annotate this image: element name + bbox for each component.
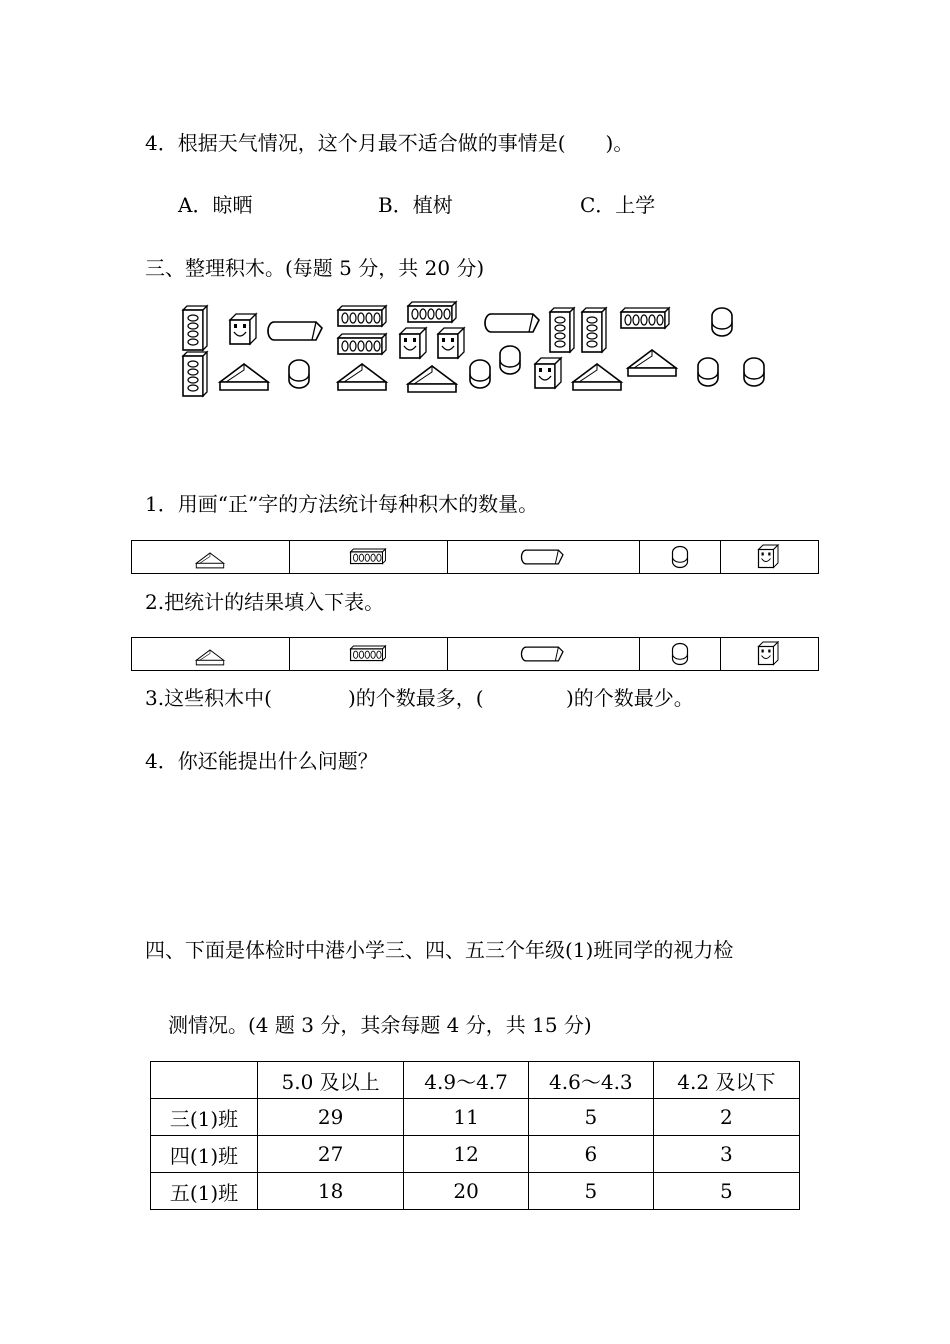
section-4-title-line2: 测情况。(4 题 3 分，其余每题 4 分，共 15 分) (168, 1013, 592, 1037)
half-cylinder-icon (268, 322, 322, 340)
long-brick-icon (350, 646, 386, 662)
triangle-prism-icon (408, 366, 456, 392)
cylinder-icon (470, 360, 490, 388)
cylinder-icon (744, 358, 764, 386)
cylinder-icon (500, 346, 520, 374)
section-3-q1: 1．用画“正”字的方法统计每种积木的数量。 (145, 492, 539, 516)
table-cell: 11 (404, 1099, 529, 1136)
header-cell: 4.6～4.3 (528, 1062, 653, 1099)
tally-table (131, 540, 819, 574)
long-brick-icon (621, 308, 669, 328)
half-cylinder-icon (485, 314, 539, 332)
long-brick-icon (338, 334, 386, 354)
tally-cell-cylinder[interactable] (639, 541, 720, 574)
cylinder-icon (671, 545, 689, 569)
cylinder-icon (712, 308, 732, 336)
table-cell: 5 (528, 1099, 653, 1136)
question-4-text: 4．根据天气情况，这个月最不适合做的事情是( )。 (145, 131, 634, 155)
smiley-cube-icon (535, 358, 561, 388)
section-3-title: 三、整理积木。(每题 5 分，共 20 分) (145, 256, 485, 280)
option-b: B．植树 (378, 193, 453, 217)
table-header-row (151, 1062, 800, 1099)
header-cell: 4.9～4.7 (404, 1062, 529, 1099)
tally-cell-smiley-cube[interactable] (720, 541, 818, 574)
long-brick-icon (350, 549, 386, 565)
row-label: 五(1)班 (151, 1173, 258, 1210)
triangle-prism-icon (192, 545, 228, 569)
row-label: 四(1)班 (151, 1136, 258, 1173)
smiley-cube-icon (400, 328, 426, 358)
header-cell: 5.0 及以上 (258, 1062, 404, 1099)
section-4-title-line1: 四、下面是体检时中港小学三、四、五三个年级(1)班同学的视力检 (145, 938, 734, 962)
half-cylinder-icon (521, 547, 565, 567)
vision-table (150, 1061, 800, 1210)
result-cell-smiley-cube[interactable] (720, 638, 818, 671)
cylinder-icon (671, 642, 689, 666)
result-cell-triangle[interactable] (132, 638, 290, 671)
triangle-prism-icon (220, 364, 268, 390)
smiley-cube-icon (230, 314, 256, 344)
cylinder-icon (289, 360, 309, 388)
section-3-q3-part1: 3.这些积木中( (145, 686, 272, 710)
row-label: 三(1)班 (151, 1099, 258, 1136)
smiley-cube-icon (758, 545, 780, 569)
vertical-brick-icon (183, 352, 207, 396)
result-cell-cylinder[interactable] (639, 638, 720, 671)
long-brick-icon (408, 302, 456, 322)
table-cell: 27 (258, 1136, 404, 1173)
long-brick-icon (338, 306, 386, 326)
option-c: C．上学 (580, 193, 656, 217)
table-cell: 5 (653, 1173, 799, 1210)
table-row (151, 1136, 800, 1173)
vertical-brick-icon (582, 308, 606, 352)
tally-cell-long-brick[interactable] (289, 541, 447, 574)
result-table (131, 637, 819, 671)
tally-cell-triangle[interactable] (132, 541, 290, 574)
table-row (132, 638, 819, 671)
triangle-prism-icon (628, 350, 676, 376)
section-3-q2: 2.把统计的结果填入下表。 (145, 590, 385, 614)
section-3-q3-part2: )的个数最多，( (348, 686, 484, 710)
result-cell-half-cylinder[interactable] (447, 638, 639, 671)
vertical-brick-icon (550, 308, 574, 352)
table-cell: 5 (528, 1173, 653, 1210)
table-cell: 29 (258, 1099, 404, 1136)
blocks-illustration (180, 300, 780, 400)
vertical-brick-icon (183, 306, 207, 350)
header-cell: 4.2 及以下 (653, 1062, 799, 1099)
triangle-prism-icon (573, 364, 621, 390)
triangle-prism-icon (192, 642, 228, 666)
triangle-prism-icon (338, 364, 386, 390)
result-cell-long-brick[interactable] (289, 638, 447, 671)
tally-cell-half-cylinder[interactable] (447, 541, 639, 574)
half-cylinder-icon (521, 644, 565, 664)
table-cell: 2 (653, 1099, 799, 1136)
cylinder-icon (698, 358, 718, 386)
table-cell: 3 (653, 1136, 799, 1173)
table-cell: 18 (258, 1173, 404, 1210)
section-3-q3-part3: )的个数最少。 (566, 686, 694, 710)
smiley-cube-icon (438, 328, 464, 358)
smiley-cube-icon (758, 642, 780, 666)
option-a: A．晾晒 (178, 193, 253, 217)
table-row (151, 1099, 800, 1136)
table-row (151, 1173, 800, 1210)
table-cell: 6 (528, 1136, 653, 1173)
table-cell: 12 (404, 1136, 529, 1173)
table-cell: 20 (404, 1173, 529, 1210)
header-cell (151, 1062, 258, 1099)
table-row (132, 541, 819, 574)
section-3-q4: 4．你还能提出什么问题？ (145, 749, 378, 773)
